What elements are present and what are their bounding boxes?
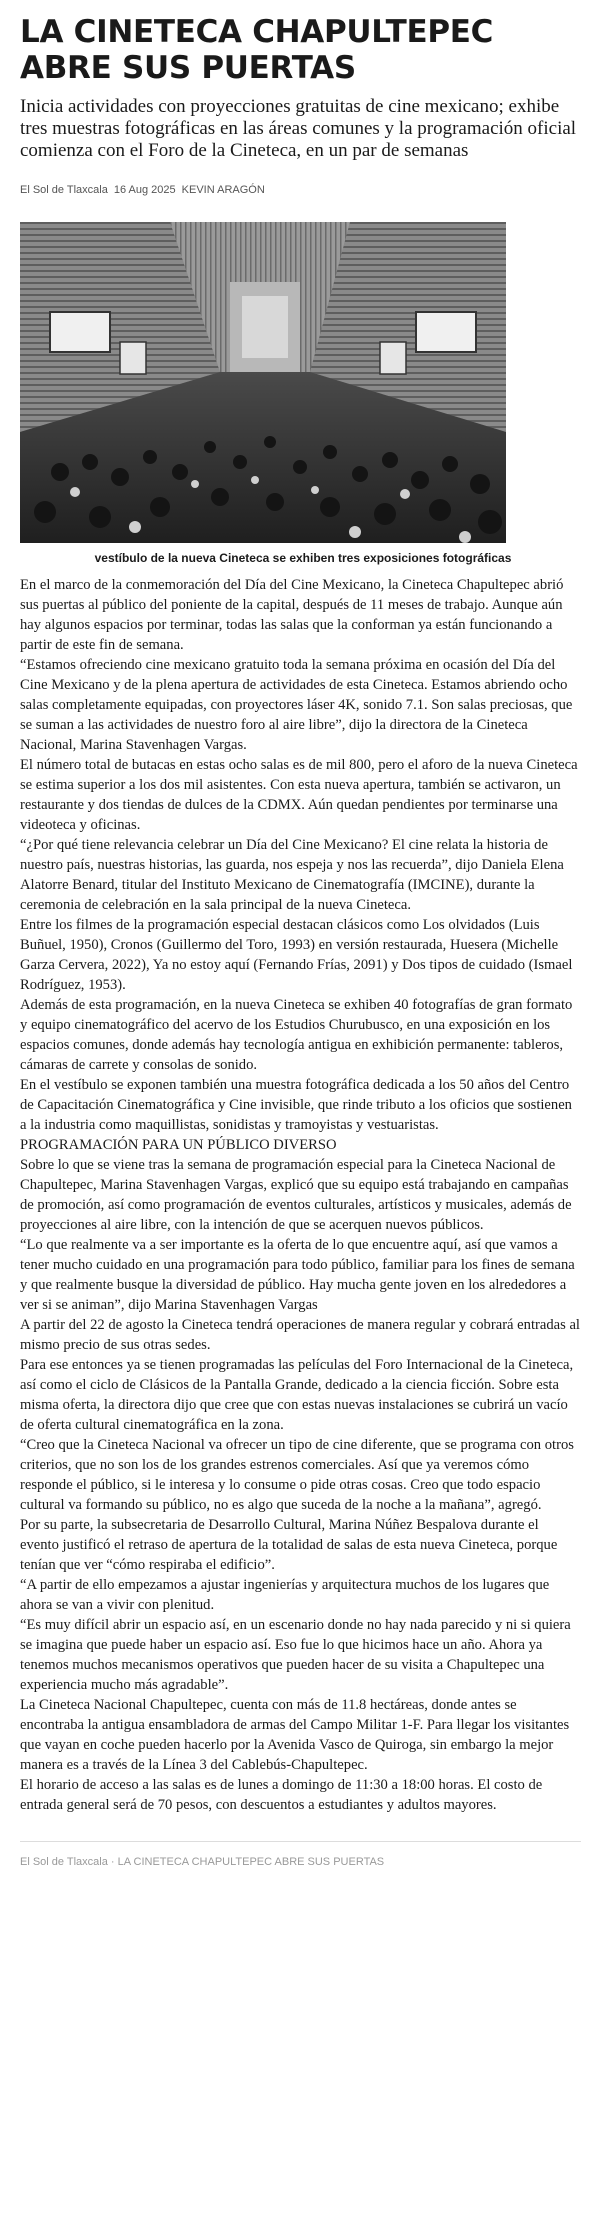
article-author: KEVIN ARAGÓN <box>181 184 265 196</box>
article-paragraph: En el marco de la conmemoración del Día del Cine Mexicano, la Cineteca Chapultepec abrió sus puertas al público del poniente de la capital, después de 11 meses de trabajo. Aunque aún hay algunos espacios por terminar, todas las salas que la conforman ya están funcionando a partir de este fin de semana. <box>20 577 564 653</box>
footer-text: El Sol de Tlaxcala · LA CINETECA CHAPULTEPEC ABRE SUS PUERTAS <box>20 1856 385 1868</box>
article-paragraph: Por su parte, la subsecretaria de Desarrollo Cultural, Marina Núñez Bespalova durante el evento justificó el retraso de apertura de la totalidad de salas de esta nueva Cineteca, porque tenían que ver “cómo respiraba el edificio”. <box>20 1517 558 1573</box>
article-headline: LA CINETECA CHAPULTEPEC ABRE SUS PUERTAS <box>20 14 494 86</box>
article-paragraph: Para ese entonces ya se tienen programadas las películas del Foro Internacional de la Cineteca, así como el ciclo de Clásicos de la Pantalla Grande, dedicado a la ciencia ficción. Sobre esta misma oferta, la directora dijo que cree que con estas nuevas instalaciones se cubrirá un vacío de oferta cultural cinematográfica en la zona. <box>20 1357 574 1433</box>
article-paragraph: Sobre lo que se viene tras la semana de programación especial para la Cineteca Nacional de Chapultepec, Marina Stavenhagen Vargas, explicó que su equipo está trabajando en campañas de promoción, así como programación de eventos culturales, artísticos y musicales, además de proyecciones al aire libre, con la intención de que se acerquen nuevos públicos. <box>20 1157 572 1233</box>
article-subheadline: Inicia actividades con proyecciones gratuitas de cine mexicano; exhibe tres muestras fotográficas en las áreas comunes y la programación oficial comienza con el Foro de la Cineteca, en un par de semanas <box>20 96 577 161</box>
article-paragraph: El número total de butacas en estas ocho salas es de mil 800, pero el aforo de la nueva Cineteca se estima superior a los dos mil asistentes. Con esta nueva apertura, también se activaron, un restaurante y dos tiendas de dulces de la CDMX. Aún quedan pendientes por terminarse una videoteca y oficinas. <box>20 757 578 833</box>
article-paragraph: A partir del 22 de agosto la Cineteca tendrá operaciones de manera regular y cobrará entradas al mismo precio de sus otras sedes. <box>20 1317 580 1353</box>
article-paragraph: “Creo que la Cineteca Nacional va ofrecer un tipo de cine diferente, que se programa con otros criterios, que no son los de los grandes estrenos comerciales. Así que ya veremos cómo responde el público, si le interesa y lo consume o pide otras cosas. Creo que todo espacio cultural va formando su público, no es algo que suceda de la noche a la mañana”, agregó. <box>20 1437 574 1513</box>
lobby-photo-illustration <box>20 222 506 543</box>
article-paragraph: La Cineteca Nacional Chapultepec, cuenta con más de 11.8 hectáreas, donde antes se encontraba la antigua ensambladora de armas del Campo Militar 1-F. Para llegar los visitantes que vayan en coche pueden hacerlo por la Avenida Vasco de Quiroga, sin embargo la mejor manera es a través de la Línea 3 del Cablebús-Chapultepec. <box>20 1697 570 1773</box>
article-paragraph: “Es muy difícil abrir un espacio así, en un escenario donde no hay nada parecido y ni si quiera se imagina que puede haber un espacio así. Eso fue lo que hicimos hace un año. Ahora ya tenemos muchos mecanismos operativos que pueden hacer de su visita a Chapultepec una experiencia mucho más agradable”. <box>20 1617 571 1693</box>
article-paragraph: Entre los filmes de la programación especial destacan clásicos como Los olvidados (Luis Buñuel, 1950), Cronos (Guillermo del Toro, 1993) en versión restaurada, Huesera (Michelle Garza Cervera, 2022), Ya no estoy aquí (Fernando Frías, 2091) y Dos tipos de cuidado (Ismael Rodríguez, 1953). <box>20 917 573 993</box>
article-paragraph: “Lo que realmente va a ser importante es la oferta de lo que encuentre aquí, así que vamos a tener mucho cuidado en una programación para todo público, familiar para los fines de semana y que realmente busque la diversidad de público. Hay mucha gente joven en los alrededores a ver si se animan”, dijo Marina Stavenhagen Vargas <box>20 1237 575 1313</box>
article-paragraph: El horario de acceso a las salas es de lunes a domingo de 11:30 a 18:00 horas. El costo de entrada general será de 70 pesos, con descuentos a estudiantes y adultos mayores. <box>20 1777 543 1813</box>
article-source: El Sol de Tlaxcala <box>20 184 108 196</box>
article-paragraph: “A partir de ello empezamos a ajustar ingenierías y arquitectura muchos de los lugares que ahora se van a vivir con plenitud. <box>20 1577 550 1613</box>
article-figure <box>20 222 581 565</box>
article-paragraph: “¿Por qué tiene relevancia celebrar un Día del Cine Mexicano? El cine relata la historia de nuestro país, nuestras historias, las guarda, nos espeja y nos las recuerda”, dijo Daniela Elena Alatorre Benard, titular del Instituto Mexicano de Cinematografía (IMCINE), durante la ceremonia de celebración en la sala principal de la nueva Cineteca. <box>20 837 564 913</box>
photo-caption: vestíbulo de la nueva Cineteca se exhiben tres exposiciones fotográficas <box>94 551 512 565</box>
article-date: 16 Aug 2025 <box>113 184 176 196</box>
article-paragraph: En el vestíbulo se exponen también una muestra fotográfica dedicada a los 50 años del Centro de Capacitación Cinematográfica y Cine invisible, que rinde tributo a los oficios que sostienen a la industria como maquillistas, sonidistas y tramoyistas y vestuaristas. <box>20 1077 572 1133</box>
footer-divider <box>20 1841 581 1842</box>
article-paragraph: Además de esta programación, en la nueva Cineteca se exhiben 40 fotografías de gran formato y equipo cinematográfico del acervo de los Estudios Churubusco, en una exposición en los espacios comunes, donde además hay tecnología antigua en exhibición permanente: tableros, cámaras de carrete y consolas de sonido. <box>20 997 573 1073</box>
article-paragraph: “Estamos ofreciendo cine mexicano gratuito toda la semana próxima en ocasión del Día del Cine Mexicano y de la plena apertura de actividades de esta Cineteca. Estamos abriendo ocho salas completamente equipadas, con proyectores láser 4K, sonido 7.1. Son salas preciosas, que se suman a las actividades de nuestro foro al aire libre”, dijo la directora de la Cineteca Nacional, Marina Stavenhagen Vargas. <box>20 657 573 753</box>
article-photo <box>20 222 506 543</box>
article-body <box>20 575 581 1815</box>
section-heading: PROGRAMACIÓN PARA UN PÚBLICO DIVERSO <box>20 1137 337 1153</box>
article-meta <box>20 184 581 196</box>
